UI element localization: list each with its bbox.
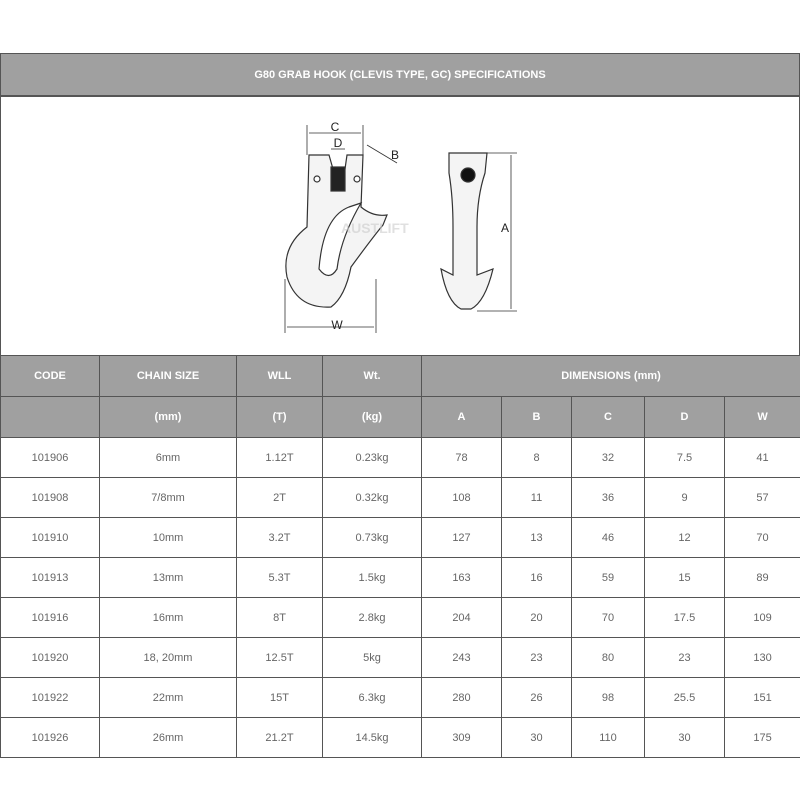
table-cell: 36 xyxy=(572,478,645,518)
label-c: C xyxy=(330,120,340,134)
table-cell: 6.3kg xyxy=(323,678,422,718)
subheader-cell: (T) xyxy=(237,397,323,438)
table-cell: 110 xyxy=(572,718,645,758)
table-cell: 23 xyxy=(645,638,725,678)
table-cell: 280 xyxy=(422,678,502,718)
table-cell: 30 xyxy=(502,718,572,758)
table-cell: 101910 xyxy=(1,518,100,558)
table-cell: 1.5kg xyxy=(323,558,422,598)
subheader-cell: W xyxy=(725,397,800,438)
label-b: B xyxy=(391,148,400,162)
table-cell: 22mm xyxy=(100,678,237,718)
table-cell: 8T xyxy=(237,598,323,638)
table-cell: 15T xyxy=(237,678,323,718)
table-cell: 101916 xyxy=(1,598,100,638)
table-row xyxy=(1,718,800,758)
header-row-1 xyxy=(1,356,800,397)
grab-hook-drawing xyxy=(1,97,800,355)
table-cell: 5kg xyxy=(323,638,422,678)
table-cell: 151 xyxy=(725,678,800,718)
table-cell: 175 xyxy=(725,718,800,758)
table-cell: 101913 xyxy=(1,558,100,598)
table-cell: 80 xyxy=(572,638,645,678)
table-cell: 127 xyxy=(422,518,502,558)
table-cell: 101926 xyxy=(1,718,100,758)
table-cell: 0.23kg xyxy=(323,438,422,478)
table-cell: 70 xyxy=(572,598,645,638)
table-row xyxy=(1,678,800,718)
col-code: CODE xyxy=(1,356,100,397)
table-cell: 109 xyxy=(725,598,800,638)
table-cell: 101920 xyxy=(1,638,100,678)
label-a: A xyxy=(501,221,510,235)
table-cell: 11 xyxy=(502,478,572,518)
table-cell: 7/8mm xyxy=(100,478,237,518)
table-cell: 13 xyxy=(502,518,572,558)
table-cell: 89 xyxy=(725,558,800,598)
table-cell: 25.5 xyxy=(645,678,725,718)
subheader-cell xyxy=(1,397,100,438)
table-cell: 59 xyxy=(572,558,645,598)
table-cell: 8 xyxy=(502,438,572,478)
col-dimensions: DIMENSIONS (mm) xyxy=(422,356,800,397)
table-cell: 163 xyxy=(422,558,502,598)
table-cell: 13mm xyxy=(100,558,237,598)
table-cell: 46 xyxy=(572,518,645,558)
col-wll: WLL xyxy=(237,356,323,397)
table-cell: 0.73kg xyxy=(323,518,422,558)
table-cell: 30 xyxy=(645,718,725,758)
hook-diagram xyxy=(0,97,800,355)
table-cell: 12 xyxy=(645,518,725,558)
label-d: D xyxy=(333,136,343,150)
table-cell: 108 xyxy=(422,478,502,518)
subheader-cell: B xyxy=(502,397,572,438)
table-cell: 98 xyxy=(572,678,645,718)
subheader-cell: C xyxy=(572,397,645,438)
spec-table xyxy=(0,355,800,758)
subheader-cell: D xyxy=(645,397,725,438)
table-cell: 16 xyxy=(502,558,572,598)
table-cell: 12.5T xyxy=(237,638,323,678)
table-row xyxy=(1,598,800,638)
table-cell: 3.2T xyxy=(237,518,323,558)
table-cell: 15 xyxy=(645,558,725,598)
table-cell: 18, 20mm xyxy=(100,638,237,678)
table-row xyxy=(1,638,800,678)
table-row xyxy=(1,438,800,478)
watermark-logo: AUSTLIFT xyxy=(341,220,409,236)
table-cell: 78 xyxy=(422,438,502,478)
table-cell: 20 xyxy=(502,598,572,638)
label-w: W xyxy=(331,318,343,332)
col-weight: Wt. xyxy=(323,356,422,397)
table-cell: 2.8kg xyxy=(323,598,422,638)
table-row xyxy=(1,478,800,518)
table-cell: 101906 xyxy=(1,438,100,478)
table-cell: 26mm xyxy=(100,718,237,758)
table-cell: 2T xyxy=(237,478,323,518)
table-cell: 309 xyxy=(422,718,502,758)
table-cell: 41 xyxy=(725,438,800,478)
table-cell: 1.12T xyxy=(237,438,323,478)
spec-sheet xyxy=(0,53,800,758)
col-chain-size: CHAIN SIZE xyxy=(100,356,237,397)
table-cell: 14.5kg xyxy=(323,718,422,758)
table-cell: 10mm xyxy=(100,518,237,558)
table-cell: 204 xyxy=(422,598,502,638)
table-cell: 130 xyxy=(725,638,800,678)
table-cell: 32 xyxy=(572,438,645,478)
table-cell: 21.2T xyxy=(237,718,323,758)
table-cell: 101922 xyxy=(1,678,100,718)
table-cell: 57 xyxy=(725,478,800,518)
table-cell: 6mm xyxy=(100,438,237,478)
page-title: G80 GRAB HOOK (CLEVIS TYPE, GC) SPECIFICATIONS xyxy=(0,53,800,97)
table-cell: 7.5 xyxy=(645,438,725,478)
table-cell: 26 xyxy=(502,678,572,718)
table-row xyxy=(1,558,800,598)
subheader-cell: (mm) xyxy=(100,397,237,438)
table-cell: 5.3T xyxy=(237,558,323,598)
table-cell: 16mm xyxy=(100,598,237,638)
table-cell: 17.5 xyxy=(645,598,725,638)
table-cell: 101908 xyxy=(1,478,100,518)
header-row-2 xyxy=(1,397,800,438)
table-cell: 9 xyxy=(645,478,725,518)
table-cell: 23 xyxy=(502,638,572,678)
subheader-cell: A xyxy=(422,397,502,438)
subheader-cell: (kg) xyxy=(323,397,422,438)
table-cell: 243 xyxy=(422,638,502,678)
table-cell: 0.32kg xyxy=(323,478,422,518)
table-cell: 70 xyxy=(725,518,800,558)
table-row xyxy=(1,518,800,558)
